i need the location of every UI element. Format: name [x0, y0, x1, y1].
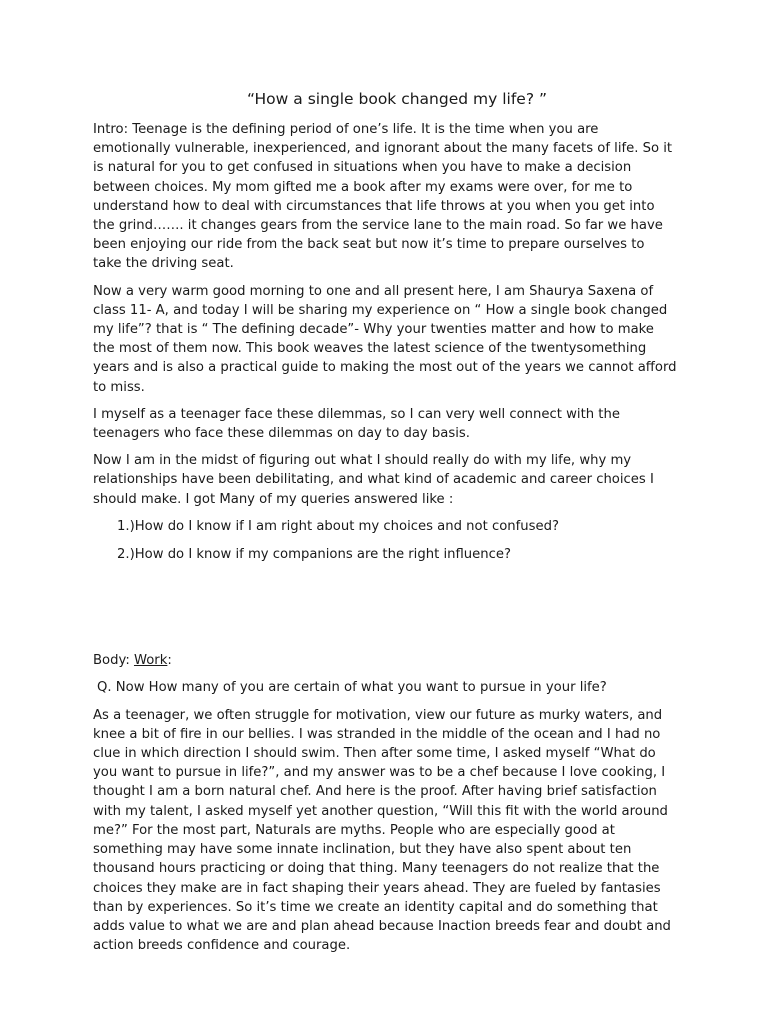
document-content: [93, 88, 677, 963]
teen-paragraph: As a teenager, we often struggle for motivation, view our future as murky waters, and knee a bit of fire in our bellies. I was stranded in the middle of the ocean and I had no clue in which direction I should swim. Then after some time, I asked myself “What do you want to pursue in life?”, and my answer was to be a chef because I love cooking, I thought I am a born natural chef. And here is the proof. After having brief satisfaction with my talent, I asked myself yet another question, “Will this fit with the world around me?” For the most part, Naturals are myths. People who are especially good at something may have some innate inclination, but they have also spent about ten thousand hours practicing or doing that thing. Many teenagers do not realize that the choices they make are in fact shaping their years ahead. They are fueled by fantasies than by experiences. So it’s time we create an identity capital and do something that adds value to what we are and plan ahead because Inaction breeds fear and doubt and action breeds confidence and courage.: [93, 707, 671, 954]
body-suffix: :: [167, 653, 172, 669]
query-item-1: 1.)How do I know if I am right about my choices and not confused?: [117, 518, 559, 534]
document-title: “How a single book changed my life? ”: [246, 90, 548, 108]
intro-paragraph: Intro: Teenage is the defining period of one’s life. It is the time when you are emotionally vulnerable, inexperienced, and ignorant about the many facets of life. So it is natural for you to get confused in situations when you have to make a decision between choices. My mom gifted me a book after my exams were over, for me to understand how to deal with circumstances that life throws at you when you get into the grind……. it changes gears from the service lane to the main road. So far we have been enjoying our ride from the back seat but now it’s time to prepare ourselves to take the driving seat.: [93, 122, 673, 272]
body-prefix: Body:: [93, 653, 134, 669]
midst-paragraph: Now I am in the midst of figuring out what I should really do with my life, why my relationships have been debilitating, and what kind of academic and career choices I should make. I got Many of my queries answered like :: [93, 453, 654, 507]
greeting-paragraph: Now a very warm good morning to one and all present here, I am Shaurya Saxena of class 11- A, and today I will be sharing my experience on “ How a single book changed my life”? that is “ The defining decade”- Why your twenties matter and how to make the most of them now. This book weaves the latest science of the twentysomething years and is also a practical guide to making the most out of the years we cannot afford to miss.: [93, 283, 677, 395]
work-heading: Work: [133, 653, 168, 669]
question-paragraph: Q. Now How many of you are certain of what you want to pursue in your life?: [97, 680, 607, 696]
connect-paragraph: I myself as a teenager face these dilemmas, so I can very well connect with the teenagers who face these dilemmas on day to day basis.: [93, 406, 620, 442]
blank-space: [93, 573, 677, 651]
query-item-2: 2.)How do I know if my companions are the right influence?: [117, 547, 511, 563]
body-heading: [93, 651, 677, 670]
